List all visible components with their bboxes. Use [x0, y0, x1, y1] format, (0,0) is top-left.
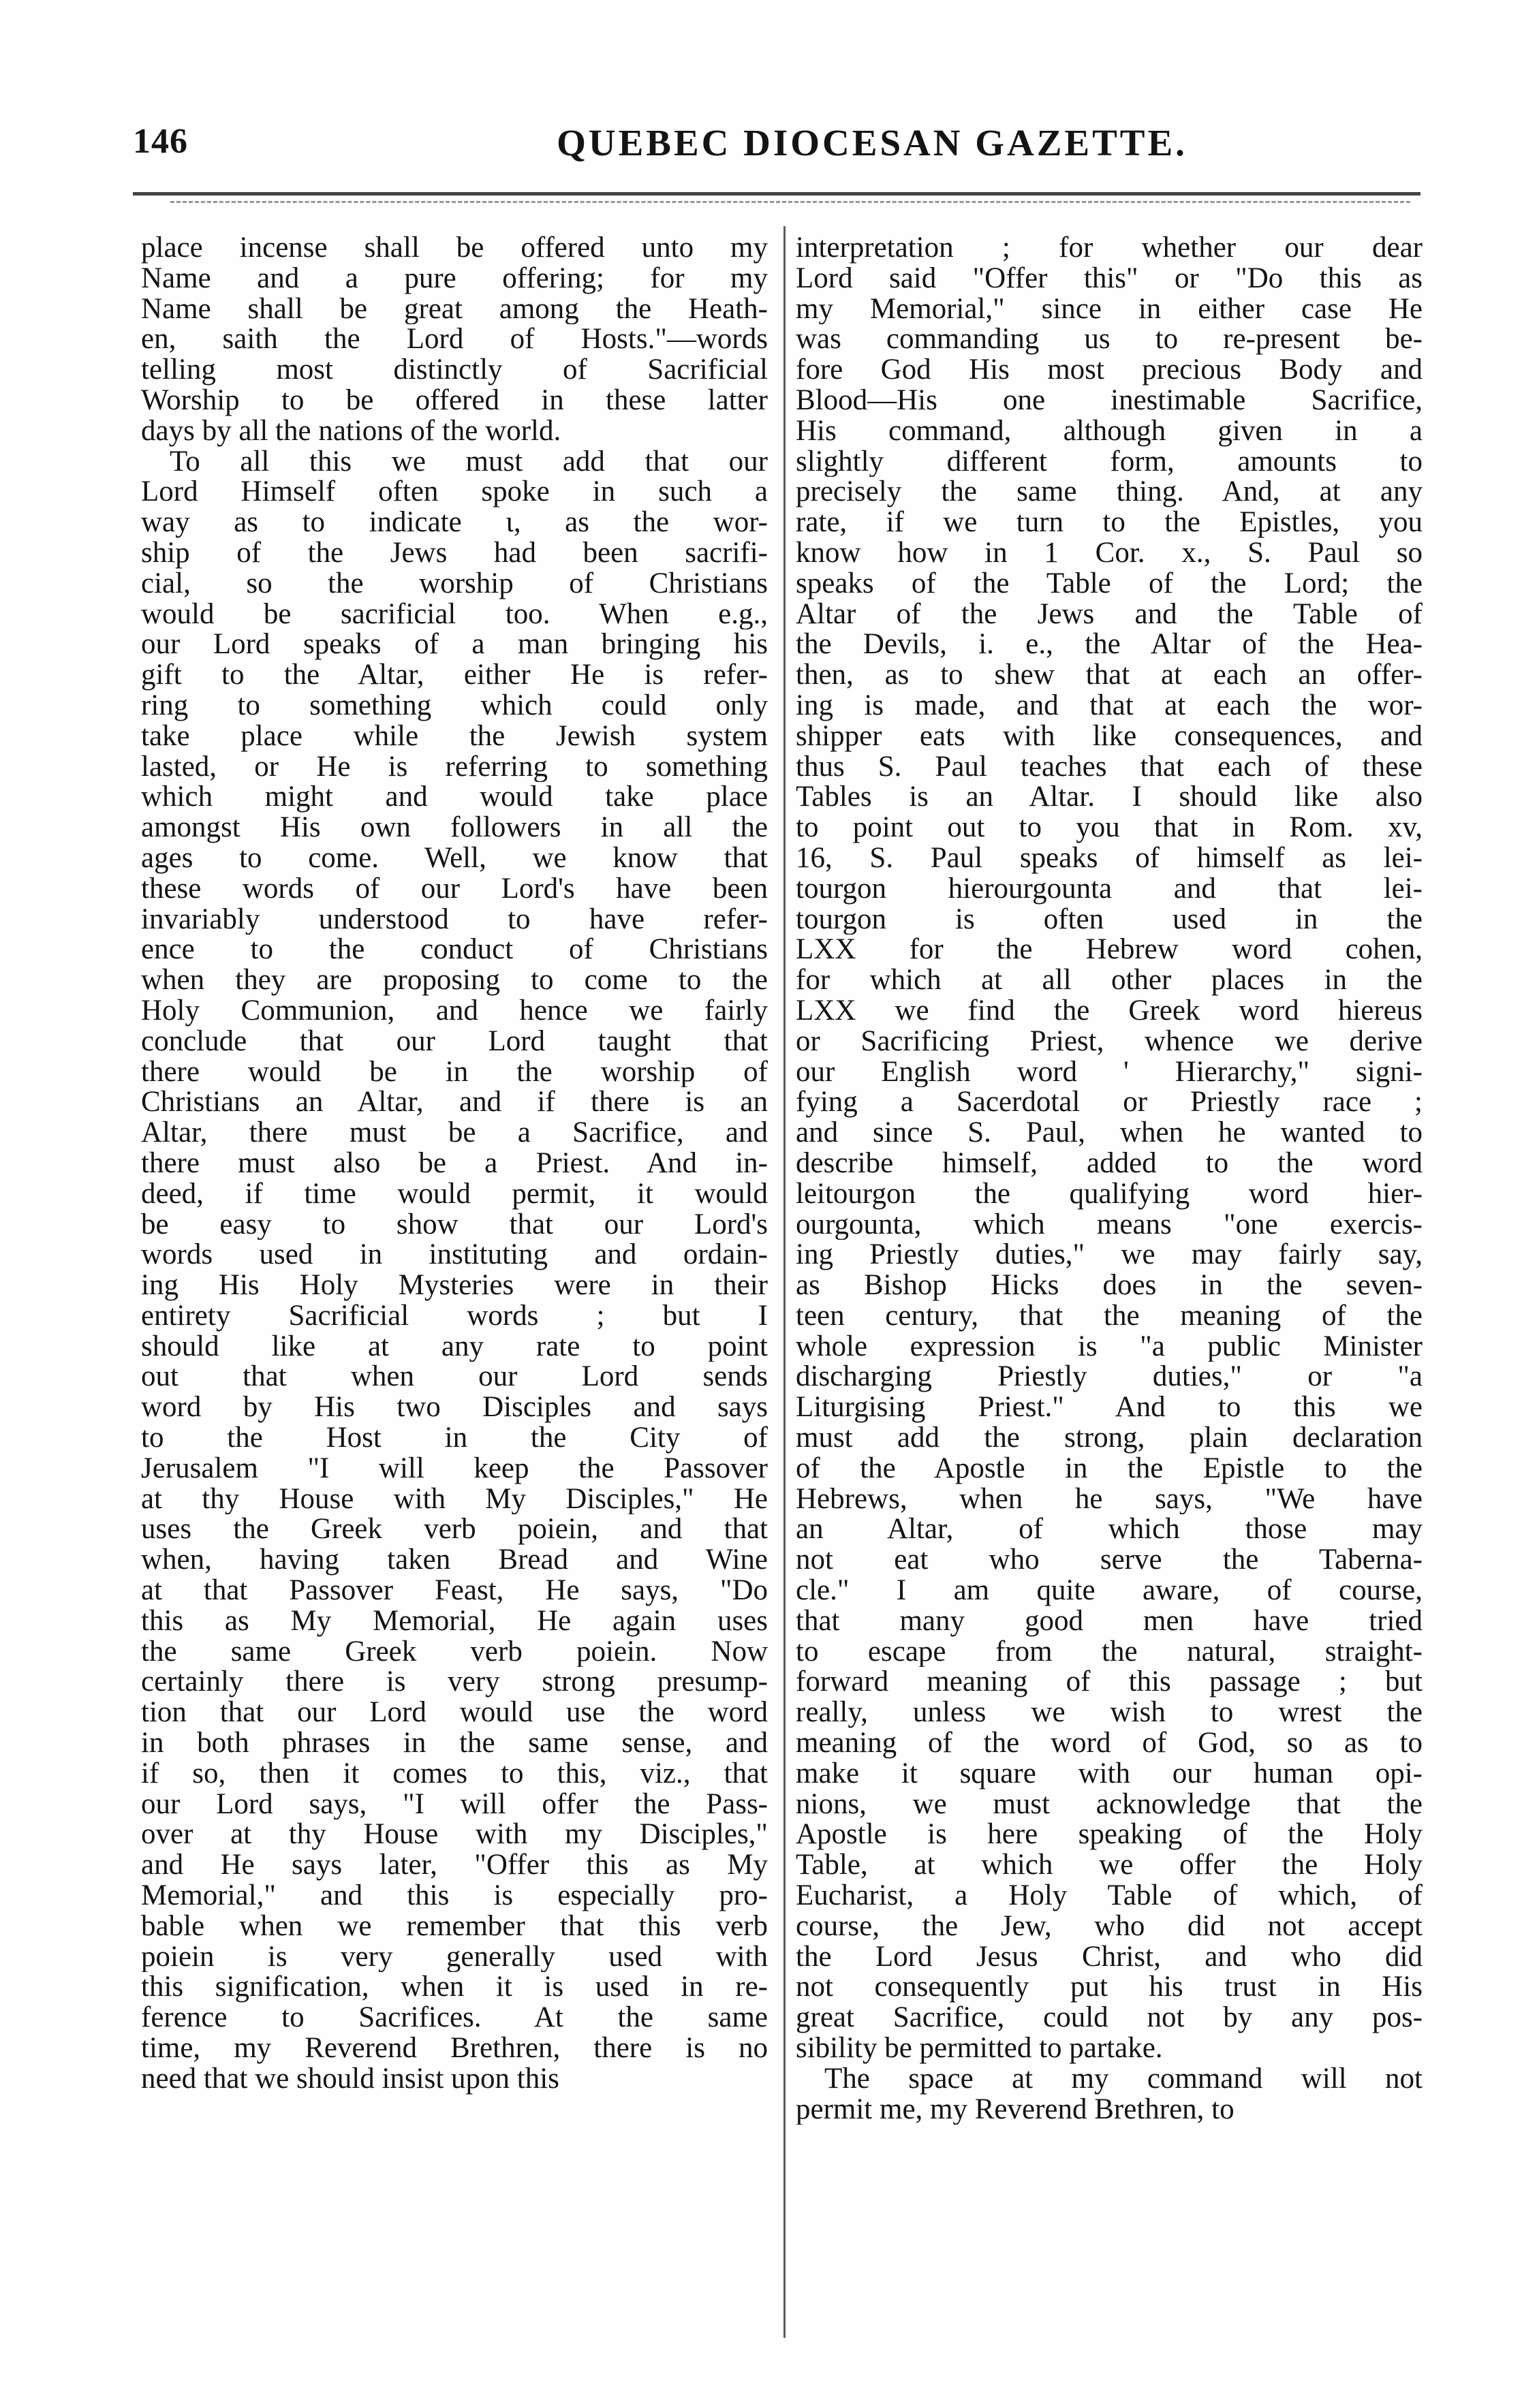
text-line: Blood—His one inestimable Sacrifice, — [796, 385, 1423, 416]
text-line: Altar, there must be a Sacrifice, and — [141, 1118, 768, 1148]
text-line: The space at my command will not — [824, 2063, 1423, 2095]
text-line: tourgon hierourgounta and that lei- — [796, 873, 1423, 905]
text-line: telling most distinctly of Sacrificial — [141, 355, 768, 386]
text-line: lasted, or He is referring to something — [141, 751, 768, 783]
text-line: meaning of the word of God, so as to — [796, 1728, 1423, 1759]
text-line: Lord Himself often spoke in such a — [141, 477, 768, 508]
text-line: thus S. Paul teaches that each of these — [796, 751, 1423, 783]
text-line: tion that our Lord would use the word — [141, 1698, 768, 1729]
text-line: His command, although given in a — [796, 416, 1423, 447]
text-line: Hebrews, when he says, "We have — [796, 1484, 1423, 1515]
left-column — [141, 233, 768, 2095]
text-line: these words of our Lord's have been — [141, 873, 768, 905]
text-line: to escape from the natural, straight- — [796, 1636, 1423, 1668]
text-line: Worship to be offered in these latter — [141, 385, 768, 416]
text-line: be easy to show that our Lord's — [141, 1209, 768, 1240]
text-line: to the Host in the City of — [141, 1423, 768, 1454]
text-line: Liturgising Priest." And to this we — [796, 1392, 1423, 1424]
text-line: To all this we must add that our — [170, 446, 768, 478]
text-line: Memorial," and this is especially pro- — [141, 1881, 768, 1911]
text-line: Jerusalem "I will keep the Passover — [141, 1453, 768, 1484]
text-line: cial, so the worship of Christians — [141, 568, 768, 599]
text-line: LXX we find the Greek word hiereus — [796, 995, 1423, 1027]
text-line: Holy Communion, and hence we fairly — [141, 995, 768, 1027]
text-line: ing is made, and that at each the wor- — [796, 690, 1423, 721]
text-line: precisely the same thing. And, at any — [796, 477, 1423, 508]
text-line: ference to Sacrifices. At the same — [141, 2003, 768, 2034]
text-line: word by His two Disciples and says — [141, 1392, 768, 1424]
text-line: deed, if time would permit, it would — [141, 1178, 768, 1210]
text-line: that many good men have tried — [796, 1606, 1423, 1637]
text-line: would be sacrificial too. When e.g., — [141, 599, 768, 630]
text-line: place incense shall be offered unto my — [141, 233, 768, 264]
text-line: LXX for the Hebrew word cohen, — [796, 935, 1423, 966]
text-line: fore God His most precious Body and — [796, 355, 1423, 386]
text-line: Name shall be great among the Heath- — [141, 294, 768, 325]
text-line: discharging Priestly duties," or "a — [796, 1362, 1423, 1393]
text-line: Table, at which we offer the Holy — [796, 1850, 1423, 1881]
text-line: over at thy House with my Disciples," — [141, 1819, 768, 1851]
text-line: out that when our Lord sends — [141, 1362, 768, 1393]
page-header — [133, 116, 1420, 177]
text-line: uses the Greek verb poiein, and that — [141, 1514, 768, 1546]
text-line: ages to come. Well, we know that — [141, 843, 768, 874]
text-line: Christians an Altar, and if there is an — [141, 1087, 768, 1119]
text-line: know how in 1 Cor. x., S. Paul so — [796, 537, 1423, 569]
text-line: entirety Sacrificial words ; but I — [141, 1300, 768, 1332]
text-line: our Lord speaks of a man bringing his — [141, 629, 768, 661]
text-line: take place while the Jewish system — [141, 721, 768, 752]
text-line: nions, we must acknowledge that the — [796, 1789, 1423, 1820]
text-line: fying a Sacerdotal or Priestly race ; — [796, 1087, 1423, 1119]
text-line: words used in instituting and ordain- — [141, 1240, 768, 1271]
text-line: Apostle is here speaking of the Holy — [796, 1819, 1423, 1851]
text-line: Tables is an Altar. I should like also — [796, 782, 1423, 813]
text-line: invariably understood to have refer- — [141, 904, 768, 935]
text-line: when they are proposing to come to the — [141, 965, 768, 996]
text-line: of the Apostle in the Epistle to the — [796, 1453, 1423, 1484]
page-number: 146 — [133, 122, 188, 161]
text-line: for which at all other places in the — [796, 965, 1423, 996]
text-line: shipper eats with like consequences, and — [796, 721, 1423, 752]
text-line: and He says later, "Offer this as My — [141, 1850, 768, 1881]
text-line: there must also be a Priest. And in- — [141, 1148, 768, 1179]
text-line: ship of the Jews had been sacrifi- — [141, 537, 768, 569]
text-line: time, my Reverend Brethren, there is no — [141, 2033, 768, 2064]
text-line: Name and a pure offering; for my — [141, 263, 768, 294]
text-line: Altar of the Jews and the Table of — [796, 599, 1423, 630]
text-line: whole expression is "a public Minister — [796, 1331, 1423, 1362]
text-line: leitourgon the qualifying word hier- — [796, 1178, 1423, 1210]
text-line: at thy House with My Disciples," He — [141, 1484, 768, 1515]
text-line: ing His Holy Mysteries were in their — [141, 1270, 768, 1301]
text-line: ring to something which could only — [141, 690, 768, 721]
text-line: the Devils, i. e., the Altar of the Hea- — [796, 629, 1423, 661]
text-line: our English word ' Hierarchy," signi- — [796, 1057, 1423, 1088]
text-line: there would be in the worship of — [141, 1057, 768, 1088]
text-line: Eucharist, a Holy Table of which, of — [796, 1881, 1423, 1911]
text-line: amongst His own followers in all the — [141, 813, 768, 843]
text-line: the Lord Jesus Christ, and who did — [796, 1941, 1423, 1973]
text-line: this signification, when it is used in re- — [141, 1972, 768, 2003]
text-line: sibility be permitted to partake. — [796, 2033, 1163, 2064]
text-line: this as My Memorial, He again uses — [141, 1606, 768, 1637]
text-line: need that we should insist upon this — [141, 2063, 559, 2095]
text-line: should like at any rate to point — [141, 1331, 768, 1362]
text-line: speaks of the Table of the Lord; the — [796, 568, 1423, 599]
text-line: if so, then it comes to this, viz., that — [141, 1758, 768, 1789]
text-line: 16, S. Paul speaks of himself as lei- — [796, 843, 1423, 874]
text-line: must add the strong, plain declaration — [796, 1423, 1423, 1454]
text-line: course, the Jew, who did not accept — [796, 1911, 1423, 1942]
text-line: way as to indicate ι, as the wor- — [141, 507, 768, 538]
text-line: Lord said "Offer this" or "Do this as — [796, 263, 1423, 294]
column-divider — [783, 226, 786, 2338]
header-rule — [133, 192, 1420, 196]
text-line: was commanding us to re-present be- — [796, 324, 1423, 356]
text-line: then, as to shew that at each an offer- — [796, 660, 1423, 691]
text-line: forward meaning of this passage ; but — [796, 1667, 1423, 1698]
text-line: conclude that our Lord taught that — [141, 1026, 768, 1057]
text-line: in both phrases in the same sense, and — [141, 1728, 768, 1759]
text-line: rate, if we turn to the Epistles, you — [796, 507, 1423, 538]
text-line: our Lord says, "I will offer the Pass- — [141, 1789, 768, 1820]
text-line: not eat who serve the Taberna- — [796, 1545, 1423, 1576]
text-line: my Memorial," since in either case He — [796, 294, 1423, 325]
text-line: interpretation ; for whether our dear — [796, 233, 1423, 264]
text-line: to point out to you that in Rom. xv, — [796, 813, 1423, 843]
text-line: poiein is very generally used with — [141, 1941, 768, 1973]
text-line: as Bishop Hicks does in the seven- — [796, 1270, 1423, 1301]
text-line: slightly different form, amounts to — [796, 446, 1423, 478]
text-line: an Altar, of which those may — [796, 1514, 1423, 1546]
text-line: describe himself, added to the word — [796, 1148, 1423, 1179]
right-column — [796, 233, 1423, 2125]
text-line: teen century, that the meaning of the — [796, 1300, 1423, 1332]
text-line: when, having taken Bread and Wine — [141, 1545, 768, 1576]
text-line: really, unless we wish to wrest the — [796, 1698, 1423, 1729]
text-line: ourgounta, which means "one exercis- — [796, 1209, 1423, 1240]
text-line: certainly there is very strong presump- — [141, 1667, 768, 1698]
text-line: days by all the nations of the world. — [141, 416, 561, 447]
text-line: ing Priestly duties," we may fairly say, — [796, 1240, 1423, 1271]
text-line: gift to the Altar, either He is refer- — [141, 660, 768, 691]
text-line: tourgon is often used in the — [796, 904, 1423, 935]
text-line: permit me, my Reverend Brethren, to — [796, 2094, 1235, 2125]
text-line: at that Passover Feast, He says, "Do — [141, 1576, 768, 1606]
text-line: not consequently put his trust in His — [796, 1972, 1423, 2003]
text-line: make it square with our human opi- — [796, 1758, 1423, 1789]
running-title: QUEBEC DIOCESAN GAZETTE. — [557, 122, 1187, 163]
text-line: and since S. Paul, when he wanted to — [796, 1118, 1423, 1148]
text-line: ence to the conduct of Christians — [141, 935, 768, 966]
text-line: or Sacrificing Priest, whence we derive — [796, 1026, 1423, 1057]
text-line: bable when we remember that this verb — [141, 1911, 768, 1942]
text-line: great Sacrifice, could not by any pos- — [796, 2003, 1423, 2034]
text-line: the same Greek verb poiein. Now — [141, 1636, 768, 1668]
text-line: which might and would take place — [141, 782, 768, 813]
header-rule-secondary — [170, 201, 1410, 203]
text-line: cle." I am quite aware, of course, — [796, 1576, 1423, 1606]
text-line: en, saith the Lord of Hosts."—words — [141, 324, 768, 356]
